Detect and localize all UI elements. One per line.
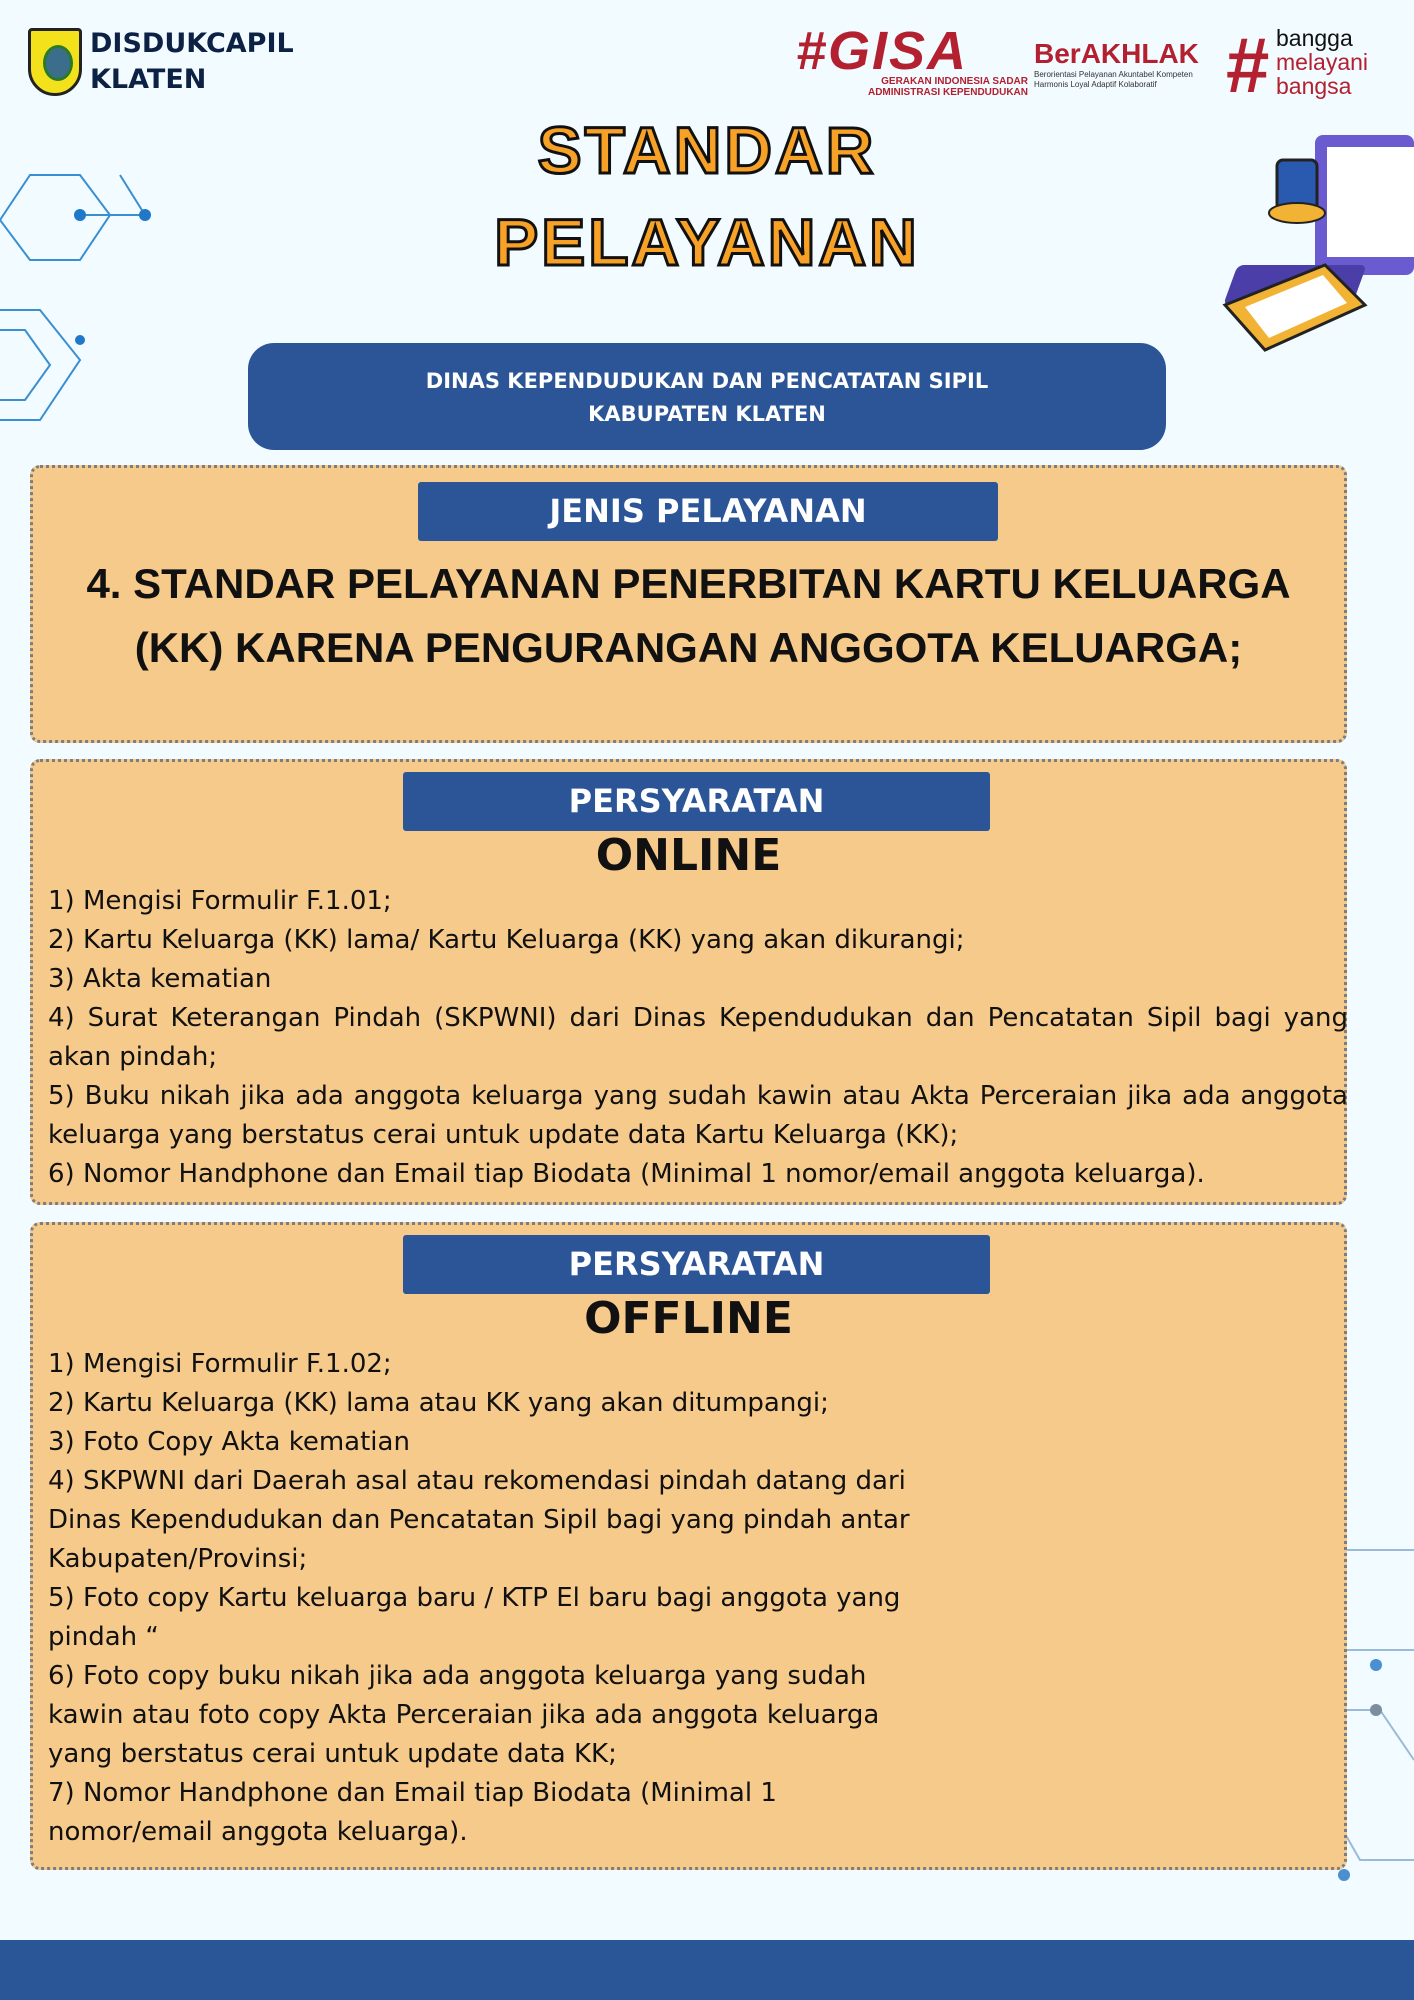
service-name: 4. STANDAR PELAYANAN PENERBITAN KARTU KELUARGA (KK) KARENA PENGURANGAN ANGGOTA KELUARGA; [86, 560, 1291, 671]
gisa-line2: ADMINISTRASI KEPENDUDUKAN [867, 87, 1028, 98]
offline-mode-heading: OFFLINE [584, 1293, 793, 1344]
footer-bar [0, 1940, 1414, 2000]
list-item: 7) Nomor Handphone dan Email tiap Biodata (Minimal 1 nomor/email anggota keluarga). [48, 1778, 777, 1847]
agency-banner [248, 343, 1166, 450]
agency-line1: DINAS KEPENDUDUKAN DAN PENCATATAN SIPIL [425, 369, 989, 393]
org-name-line1: DISDUKCAPIL [90, 28, 294, 59]
list-item: 4) SKPWNI dari Daerah asal atau rekomendasi pindah datang dari Dinas Kependudukan dan Pencatatan Sipil bagi yang pindah antar Kabupaten/Provinsi; [48, 1466, 910, 1574]
bangga-line3: bangsa [1276, 73, 1352, 99]
list-item: 1) Mengisi Formulir F.1.01; [48, 886, 392, 916]
offline-requirements-box [30, 1222, 1347, 1870]
offline-requirements-list [48, 1345, 948, 1852]
online-requirements-label: PERSYARATAN [403, 772, 990, 831]
list-item: 5) Buku nikah jika ada anggota keluarga yang sudah kawin atau Akta Perceraian jika ada anggota keluarga yang berstatus cerai untuk update data Kartu Keluarga (KK); [48, 1081, 1348, 1150]
title-line2: PELAYANAN [494, 205, 920, 279]
bangga-line2: melayani [1276, 49, 1369, 75]
berakhlak-line2: Harmonis Loyal Adaptif Kolaboratif [1034, 80, 1157, 89]
service-type-box [30, 465, 1347, 743]
list-item: 4) Surat Keterangan Pindah (SKPWNI) dari Dinas Kependudukan dan Pencatatan Sipil bagi yang akan pindah; [48, 1003, 1348, 1072]
list-item: 3) Foto Copy Akta kematian [48, 1427, 410, 1457]
list-item: 6) Nomor Handphone dan Email tiap Biodata (Minimal 1 nomor/email anggota keluarga). [48, 1159, 1205, 1189]
title-line1: STANDAR [537, 113, 877, 187]
hashtag-icon: # [1226, 21, 1270, 109]
online-mode-heading: ONLINE [595, 830, 782, 881]
offline-requirements-label: PERSYARATAN [403, 1235, 990, 1294]
list-item: 2) Kartu Keluarga (KK) lama atau KK yang akan ditumpangi; [48, 1388, 829, 1418]
list-item: 3) Akta kematian [48, 964, 272, 994]
list-item: 1) Mengisi Formulir F.1.02; [48, 1349, 392, 1379]
org-name [90, 26, 294, 98]
org-name-line2: KLATEN [90, 64, 207, 95]
online-requirements-list [48, 882, 1348, 1194]
berakhlak-line1: Berorientasi Pelayanan Akuntabel Kompeten [1034, 70, 1193, 79]
list-item: 5) Foto copy Kartu keluarga baru / KTP El baru bagi anggota yang pindah “ [48, 1583, 901, 1652]
list-item: 6) Foto copy buku nikah jika ada anggota keluarga yang sudah kawin atau foto copy Akta Perceraian jika ada anggota keluarga yang berstatus cerai untuk update data KK; [48, 1661, 880, 1769]
list-item: 2) Kartu Keluarga (KK) lama/ Kartu Keluarga (KK) yang akan dikurangi; [48, 925, 965, 955]
gisa-line1: GERAKAN INDONESIA SADAR [881, 76, 1028, 87]
berakhlak-logo [1034, 38, 1220, 90]
berakhlak-title: BerAKHLAK [1034, 38, 1199, 69]
page-title [0, 104, 1414, 288]
service-type-label: JENIS PELAYANAN [418, 482, 998, 541]
gisa-logo [796, 21, 1028, 98]
agency-line2: KABUPATEN KLATEN [588, 402, 826, 426]
klaten-emblem-logo [28, 28, 82, 96]
online-requirements-box [30, 759, 1347, 1205]
gisa-title: #GISA [796, 21, 969, 81]
bangga-line1: bangga [1276, 25, 1353, 51]
